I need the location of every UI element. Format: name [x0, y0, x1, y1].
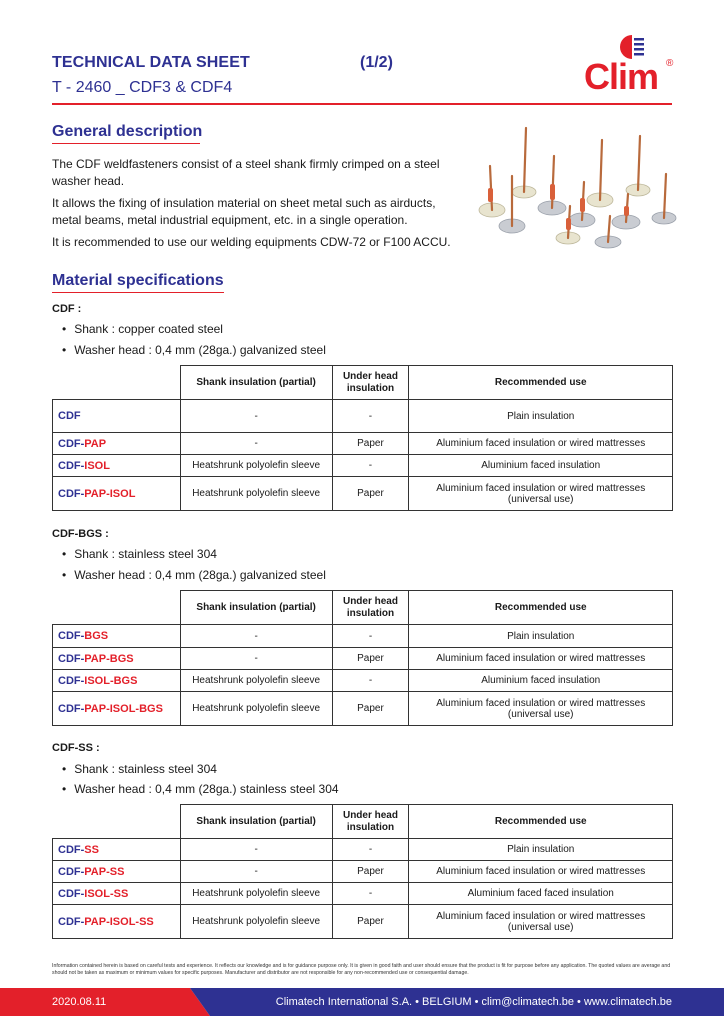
table-row	[53, 477, 673, 511]
under-head-cell: Paper	[332, 692, 409, 726]
table-row	[53, 883, 673, 905]
table-row	[53, 861, 673, 883]
product-code: CDF-PAP-ISOL-SS	[53, 905, 181, 939]
shank-insulation-cell: Heatshrunk polyolefin sleeve	[180, 670, 332, 692]
under-head-cell: Paper	[332, 861, 409, 883]
table-row	[53, 692, 673, 726]
table-row	[53, 670, 673, 692]
revision-date: 2020.08.11	[52, 996, 107, 1008]
table-corner	[53, 805, 181, 839]
column-header-recommended-use: Recommended use	[409, 591, 673, 625]
company-contact: Climatech International S.A. • BELGIUM • clim@climatech.be • www.climatech.be	[275, 996, 672, 1008]
table-row	[53, 400, 673, 433]
recommended-use-cell: Plain insulation	[409, 839, 673, 861]
page-indicator: (1/2)	[360, 54, 393, 71]
recommended-use-cell: Aluminium faced insulation or wired mattresses	[409, 648, 673, 670]
under-head-cell: Paper	[332, 477, 409, 511]
recommended-use-cell: Aluminium faced insulation	[409, 455, 673, 477]
product-code: CDF-ISOL-BGS	[53, 670, 181, 692]
shank-insulation-cell: Heatshrunk polyolefin sleeve	[180, 477, 332, 511]
product-code: CDF-PAP	[53, 433, 181, 455]
table-corner	[53, 366, 181, 400]
under-head-cell: -	[332, 625, 409, 648]
spec-bullet: • Shank : stainless steel 304	[62, 762, 217, 776]
legal-disclaimer: Information contained herein is based on careful tests and experience. It reflects our knowledge and is for guidance purpose only. It is given in good faith and user should ensure that the product is fit for purpose before any application. The quoted values are average and should not be taken as maximum or minimum values for specific purposes. Manufacturer and distributor are not responsible for any non-recommended use or consequential damage.	[52, 963, 671, 976]
spec-bullet: • Shank : copper coated steel	[62, 322, 223, 336]
shank-insulation-cell: -	[180, 400, 332, 433]
under-head-cell: -	[332, 883, 409, 905]
product-code: CDF-SS	[53, 839, 181, 861]
shank-insulation-cell: Heatshrunk polyolefin sleeve	[180, 692, 332, 726]
under-head-cell: Paper	[332, 905, 409, 939]
clim-logo	[578, 32, 678, 96]
document-title: TECHNICAL DATA SHEET	[52, 54, 250, 71]
logo-wordmark: Clim	[584, 56, 659, 97]
shank-insulation-cell: Heatshrunk polyolefin sleeve	[180, 455, 332, 477]
group-label-cdf-ss: CDF-SS :	[52, 742, 100, 754]
under-head-cell: -	[332, 839, 409, 861]
column-header-shank-insulation: Shank insulation (partial)	[180, 366, 332, 400]
recommended-use-cell: Aluminium faced insulation or wired mattresses	[409, 433, 673, 455]
table-row	[53, 625, 673, 648]
recommended-use-cell: Plain insulation	[409, 400, 673, 433]
product-code: CDF	[53, 400, 181, 433]
general-description-underline	[52, 143, 200, 144]
header-divider	[52, 103, 672, 105]
recommended-use-cell: Aluminium faced faced insulation	[409, 883, 673, 905]
product-code: CDF-ISOL-SS	[53, 883, 181, 905]
column-header-recommended-use: Recommended use	[409, 366, 673, 400]
shank-insulation-cell: Heatshrunk polyolefin sleeve	[180, 905, 332, 939]
recommended-use-cell: Plain insulation	[409, 625, 673, 648]
recommended-use-cell: Aluminium faced insulation or wired mattresses (universal use)	[409, 905, 673, 939]
spec-bullet: • Washer head : 0,4 mm (28ga.) galvanized steel	[62, 568, 326, 582]
under-head-cell: -	[332, 455, 409, 477]
material-specifications-underline	[52, 292, 224, 293]
shank-insulation-cell: -	[180, 625, 332, 648]
spec-table-cdf-bgs	[52, 590, 673, 726]
general-description-title: General description	[52, 123, 203, 140]
description-paragraph-3: It is recommended to use our welding equipments CDW-72 or F100 ACCU.	[52, 235, 451, 249]
column-header-under-head: Under head insulation	[332, 591, 409, 625]
shank-insulation-cell: -	[180, 648, 332, 670]
under-head-cell: -	[332, 670, 409, 692]
description-paragraph-2: It allows the fixing of insulation material on sheet metal such as airducts, metal beams, metal industrial equipment, etc. in a single operation.	[52, 196, 436, 227]
recommended-use-cell: Aluminium faced insulation	[409, 670, 673, 692]
column-header-under-head: Under head insulation	[332, 366, 409, 400]
product-code: CDF-PAP-SS	[53, 861, 181, 883]
description-paragraph-1: The CDF weldfasteners consist of a steel shank firmly crimped on a steel washer head.	[52, 157, 440, 188]
column-header-under-head: Under head insulation	[332, 805, 409, 839]
table-row	[53, 455, 673, 477]
product-reference: T - 2460 _ CDF3 & CDF4	[52, 79, 233, 96]
material-specifications-title: Material specifications	[52, 272, 224, 289]
table-row	[53, 839, 673, 861]
product-code: CDF-PAP-ISOL	[53, 477, 181, 511]
group-label-cdf: CDF :	[52, 303, 82, 315]
spec-bullet: • Washer head : 0,4 mm (28ga.) galvanized steel	[62, 343, 326, 357]
shank-insulation-cell: -	[180, 861, 332, 883]
recommended-use-cell: Aluminium faced insulation or wired mattresses (universal use)	[409, 477, 673, 511]
spec-bullet: • Washer head : 0,4 mm (28ga.) stainless steel 304	[62, 782, 339, 796]
group-label-cdf-bgs: CDF-BGS :	[52, 528, 109, 540]
recommended-use-cell: Aluminium faced insulation or wired mattresses (universal use)	[409, 692, 673, 726]
product-code: CDF-PAP-BGS	[53, 648, 181, 670]
shank-insulation-cell: Heatshrunk polyolefin sleeve	[180, 883, 332, 905]
under-head-cell: -	[332, 400, 409, 433]
shank-insulation-cell: -	[180, 433, 332, 455]
column-header-shank-insulation: Shank insulation (partial)	[180, 805, 332, 839]
table-corner	[53, 591, 181, 625]
registered-mark: ®	[666, 58, 674, 69]
table-row	[53, 433, 673, 455]
shank-insulation-cell: -	[180, 839, 332, 861]
product-code: CDF-BGS	[53, 625, 181, 648]
table-row	[53, 648, 673, 670]
recommended-use-cell: Aluminium faced insulation or wired mattresses	[409, 861, 673, 883]
product-code: CDF-ISOL	[53, 455, 181, 477]
spec-table-cdf-ss	[52, 804, 673, 939]
weldfastener-product-image	[478, 122, 678, 262]
spec-table-cdf	[52, 365, 673, 511]
under-head-cell: Paper	[332, 433, 409, 455]
column-header-recommended-use: Recommended use	[409, 805, 673, 839]
column-header-shank-insulation: Shank insulation (partial)	[180, 591, 332, 625]
table-row	[53, 905, 673, 939]
product-code: CDF-PAP-ISOL-BGS	[53, 692, 181, 726]
spec-bullet: • Shank : stainless steel 304	[62, 547, 217, 561]
under-head-cell: Paper	[332, 648, 409, 670]
